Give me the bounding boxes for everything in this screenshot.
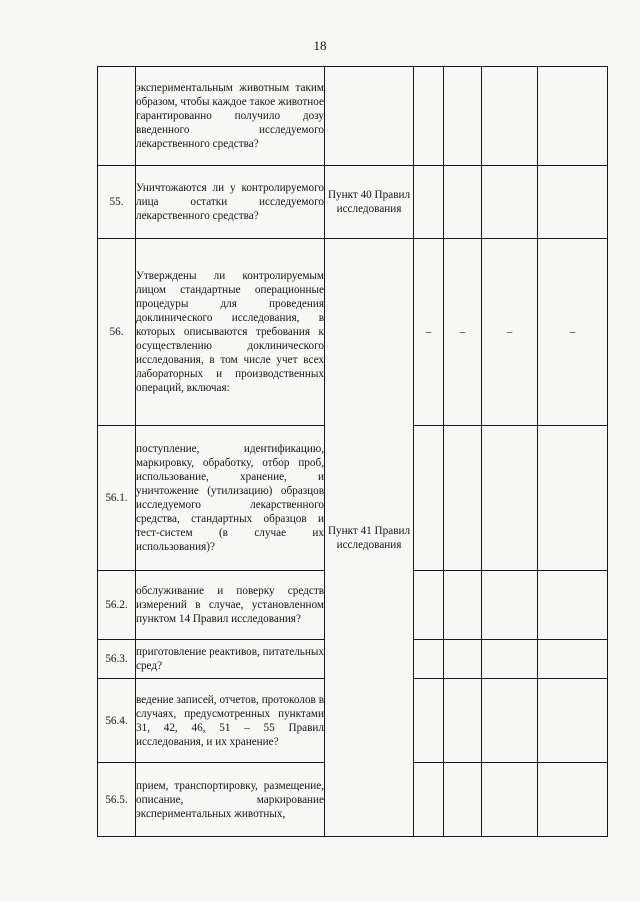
dash-mark: – <box>538 239 608 426</box>
answer-cell <box>538 640 608 679</box>
answer-cell <box>444 640 482 679</box>
row-number: 55. <box>98 166 136 239</box>
answer-cell <box>444 166 482 239</box>
requirement-text: экспериментальным животным таким образом, чтобы каждое такое животное гарантированно получило дозу введенного исследуемого лекарственного средства? <box>136 67 325 166</box>
requirement-text: поступление, идентификацию, маркировку, обработку, отбор проб, использование, хранение, и уничтожение (утилизацию) образцов исследуемого лекарственного средства, стандартных образцов и тест-систем (в случае их использования)? <box>136 426 325 571</box>
answer-cell <box>444 67 482 166</box>
answer-cell <box>538 571 608 640</box>
requirement-text: ведение записей, отчетов, протоколов в случаях, предусмотренных пунктами 31, 42, 46, 51 – 55 Правил исследования, и их хранение? <box>136 679 325 763</box>
answer-cell <box>444 571 482 640</box>
answer-cell <box>414 640 444 679</box>
table-row <box>98 239 608 426</box>
row-number <box>98 67 136 166</box>
answer-cell <box>414 679 444 763</box>
answer-cell <box>482 426 538 571</box>
legal-reference: Пункт 41 Правил исследования <box>325 239 414 837</box>
answer-cell <box>414 426 444 571</box>
answer-cell <box>482 679 538 763</box>
legal-reference: Пункт 40 Правил исследования <box>325 166 414 239</box>
answer-cell <box>414 571 444 640</box>
requirement-text: Утверждены ли контролируемым лицом стандартные операционные процедуры для проведения доклинического исследования, в которых описываются требования к осуществлению доклинического исследования, в том числе учет всех лабораторных и производственных операций, включая: <box>136 239 325 426</box>
answer-cell <box>482 571 538 640</box>
dash-mark: – <box>482 239 538 426</box>
answer-cell <box>538 426 608 571</box>
checklist-table <box>97 66 608 837</box>
requirement-text: обслуживание и поверку средств измерений в случае, установленном пунктом 14 Правил исследования? <box>136 571 325 640</box>
answer-cell <box>444 426 482 571</box>
table-row <box>98 166 608 239</box>
table-row <box>98 67 608 166</box>
answer-cell <box>482 640 538 679</box>
answer-cell <box>538 67 608 166</box>
dash-mark: – <box>414 239 444 426</box>
answer-cell <box>482 67 538 166</box>
row-number: 56.4. <box>98 679 136 763</box>
row-number: 56.3. <box>98 640 136 679</box>
row-number: 56.2. <box>98 571 136 640</box>
answer-cell <box>414 67 444 166</box>
answer-cell <box>482 166 538 239</box>
answer-cell <box>538 679 608 763</box>
answer-cell <box>538 166 608 239</box>
row-number: 56. <box>98 239 136 426</box>
requirement-text: прием, транспортировку, размещение, описание, маркирование экспериментальных животных, <box>136 763 325 837</box>
reference-cell <box>325 67 414 166</box>
requirement-text: приготовление реактивов, питательных сред? <box>136 640 325 679</box>
answer-cell <box>538 763 608 837</box>
answer-cell <box>414 763 444 837</box>
answer-cell <box>444 763 482 837</box>
requirement-text: Уничтожаются ли у контролируемого лица остатки исследуемого лекарственного средства? <box>136 166 325 239</box>
answer-cell <box>444 679 482 763</box>
page-number: 18 <box>313 38 327 53</box>
answer-cell <box>482 763 538 837</box>
answer-cell <box>414 166 444 239</box>
row-number: 56.5. <box>98 763 136 837</box>
dash-mark: – <box>444 239 482 426</box>
row-number: 56.1. <box>98 426 136 571</box>
